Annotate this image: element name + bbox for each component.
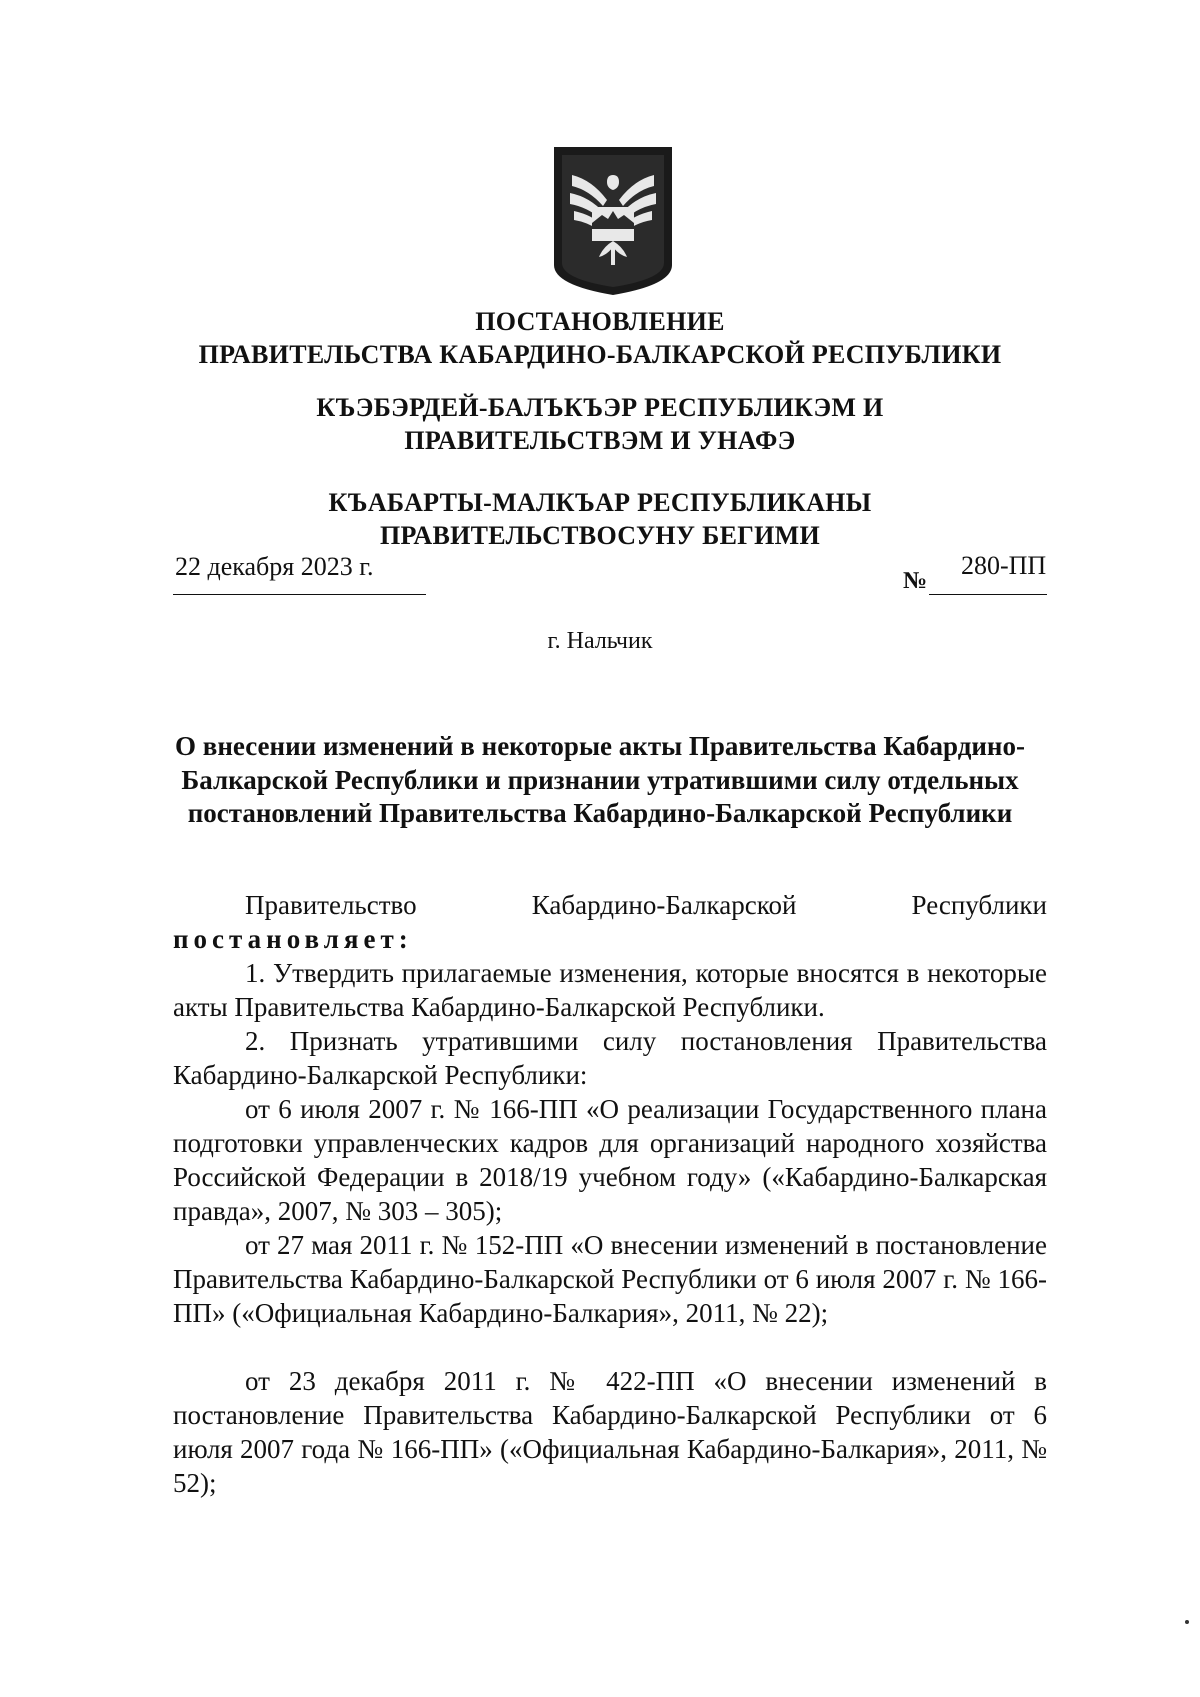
issuing-authority-ru: ПРАВИТЕЛЬСТВА КАБАРДИНО-БАЛКАРСКОЙ РЕСПУБЛИКИ — [198, 340, 1002, 369]
item-2: 2. Признать утратившими силу постановления Правительства Кабардино-Балкарской Республики: — [173, 1026, 1047, 1090]
number-underline — [929, 594, 1047, 595]
document-title: О внесении изменений в некоторые акты Правительства Кабардино-Балкарской Республики и признании утратившими силу отдельных постановлений Правительства Кабардино-Балкарской Республики — [175, 731, 1025, 828]
intro-word: Кабардино-Балкарской — [531, 890, 797, 920]
scan-mark — [1185, 1620, 1189, 1624]
document-date: 22 декабря 2023 г. — [175, 552, 374, 581]
repealed-act-1: от 6 июля 2007 г. № 166-ПП «О реализации Государственного плана подготовки управленческих кадров для организаций народного хозяйства Российской Федерации в 2018/19 учебном году» («Кабардино-Балкарская правда», 2007, № 303 – 305); — [173, 1094, 1047, 1226]
document-number: 280-ПП — [961, 551, 1047, 580]
repealed-act-3: от 23 декабря 2011 г. № 422-ПП «О внесении изменений в постановление Правительства Кабардино-Балкарской Республики от 6 июля 2007 года № 166-ПП» («Официальная Кабардино-Балкария», 2011, № 52); — [173, 1366, 1047, 1498]
intro-line — [173, 888, 1047, 922]
issuing-authority-krc: КЪАБАРТЫ-МАЛКЪАР РЕСПУБЛИКАНЫ ПРАВИТЕЛЬСТВОСУНУ БЕГИМИ — [328, 488, 872, 550]
coat-of-arms-icon — [552, 145, 674, 297]
issuing-authority-kbd: КЪЭБЭРДЕЙ-БАЛЪКЪЭР РЕСПУБЛИКЭМ И ПРАВИТЕЛЬСТВЭМ И УНАФЭ — [316, 393, 884, 455]
number-sign: № — [903, 568, 928, 594]
document-type: ПОСТАНОВЛЕНИЕ — [475, 307, 725, 336]
item-1: 1. Утвердить прилагаемые изменения, которые вносятся в некоторые акты Правительства Кабардино-Балкарской Республики. — [173, 958, 1047, 1022]
repealed-act-2: от 27 мая 2011 г. № 152-ПП «О внесении изменений в постановление Правительства Кабардино-Балкарской Республики от 6 июля 2007 г. № 166-ПП» («Официальная Кабардино-Балкария», 2011, № 22); — [173, 1230, 1047, 1328]
date-underline — [173, 594, 426, 595]
issue-city: г. Нальчик — [547, 628, 653, 654]
intro-word: Правительство — [245, 890, 417, 920]
decree-word: постановляет: — [173, 924, 413, 954]
intro-word: Республики — [911, 890, 1047, 920]
